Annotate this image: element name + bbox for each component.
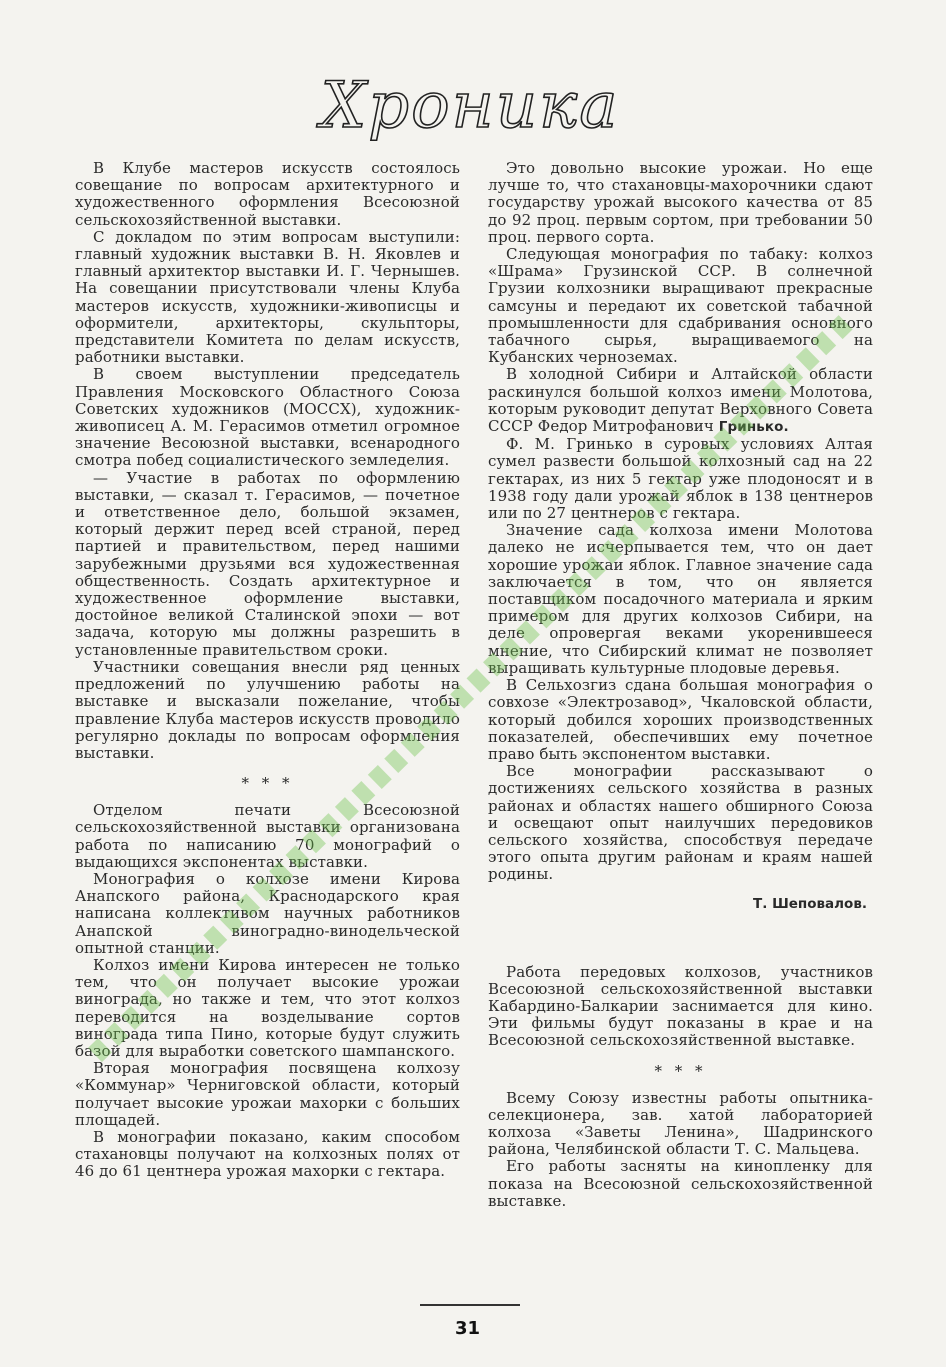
paragraph: В Сельхозгиз сдана большая монография о совхозе «Электрозавод», Чкаловской области, который добился хороших производственных показателей, обеспечивших ему почетное право быть экспонентом выставки. (488, 676, 873, 763)
deputy-name: Гринько. (718, 419, 789, 436)
paragraph: В своем выступлении председатель Правления Московского Областного Союза Советских художников (МОССХ), художник-живописец А. М. Герасимов отметил огромное значение Весоюзной выставки, всенародного смотра побед социалистического земледелия. (75, 365, 460, 470)
paragraph: Вторая монография посвящена колхозу «Коммунар» Черниговской области, который получает высокие урожаи махорки с больших площадей. (75, 1059, 460, 1129)
paragraph: Это довольно высокие урожаи. Но еще лучше то, что стахановцы-махорочники сдают государству урожай высокого качества от 85 до 92 проц. первым сортом, при требовании 50 проц. первого сорта. (488, 159, 873, 246)
paragraph: Его работы засняты на кинопленку для показа на Всесоюзной сельскохозяйственной выставке. (488, 1157, 873, 1210)
section-separator: * * * (654, 1061, 707, 1080)
page-number: 31 (455, 1318, 481, 1339)
paragraph-with-name (488, 366, 873, 436)
paragraph: С докладом по этим вопросам выступили: главный художник выставки В. Н. Яковлев и главный архитектор выставки И. Г. Чернышев. На совещании присутствовали члены Клуба мастеров искусств, художники-живописцы и оформители, архитекторы, скульпторы, представители Комитета по делам искусств, работники выставки. (75, 227, 460, 367)
paragraph: Всему Союзу известны работы опытника-селекционера, зав. хатой лабораторией колхоза «Заветы Ленина», Шадринского района, Челябинской области Т. С. Мальцева. (488, 1088, 873, 1159)
paragraph: Монография о колхозе имени Кирова Анапского района, Краснодарского края написана коллективом научных работников Анапской виноградно-винодельческой опытной станции. (75, 869, 460, 957)
paragraph: Колхоз имени Кирова интересен не только тем, что он получает высокие урожаи винограда, но также и тем, что этот колхоз переводится на возделывание сортов винограда типа Пино, которые будут служить базой для выработки советского шампанского. (75, 955, 460, 1060)
paragraph-text: В холодной Сибири и Алтайской области раскинулся большой колхоз имени Молотова, которым руководит депутат Верховного Совета СССР Федор Митрофанович (488, 365, 873, 436)
paragraph: — Участие в работах по оформлению выставки, — сказал т. Герасимов, — почетное и ответственное дело, большой экзамен, который держит перед всей страной, перед партией и правительством, перед нашими зарубежными друзьями вся художественная общественность. Создать архитектурное и художественное оформление выставки, достойное великой Сталинской эпохи — вот задача, которую мы должны разрешить в установленные правительством сроки. (75, 468, 460, 659)
right-column (488, 160, 873, 1210)
paragraph: Участники совещания внесли ряд ценных предложений по улучшению работы на выставке и высказали пожелание, чтобы правление Клуба мастеров искусств проводило регулярно доклады по вопросам оформления выставки. (75, 657, 460, 762)
title-lettering (305, 55, 635, 155)
paragraph: В Клубе мастеров искусств состоялось совещание по вопросам архитектурного и художественного оформления Всесоюзной сельскохозяйственной выставки. (75, 159, 460, 229)
page-title: Хроника (320, 69, 620, 143)
left-column (75, 160, 460, 1181)
footer-rule (420, 1304, 520, 1306)
paragraph: В монографии показано, каким способом стахановцы получают на колхозных полях от 46 до 61 центнера урожая махорки с гектара. (75, 1127, 460, 1181)
author-signature: Т. Шеповалов. (753, 895, 867, 912)
section-separator: * * * (241, 774, 294, 793)
paragraph: Отделом печати Всесоюзной сельскохозяйственной выставки организована работа по написанию 70 монографий о выдающихся экспонентах выставки. (75, 801, 460, 871)
paragraph: Следующая монография по табаку: колхоз «Шрама» Грузинской ССР. В солнечной Грузии колхозники выращивают прекрасные самсуны и передают их советской табачной промышленности для сдабривания основного табачного сырья, выращиваемого на Кубанских черноземах. (488, 245, 873, 367)
paragraph: Ф. М. Гринько в суровых условиях Алтая сумел развести большой колхозный сад на 22 гектарах, из них 5 гектар уже плодоносят и в 1938 году дали урожай яблок в 138 центнеров или по 27 центнеров с гектара. (488, 435, 873, 523)
paragraph: Работа передовых колхозов, участников Всесоюзной сельскохозяйственной выставки Кабардино-Балкарии заснимается для кино. Эти фильмы будут показаны в крае и на Всесоюзной сельскохозяйственной выставке. (488, 962, 873, 1050)
paragraph: Значение сада колхоза имени Молотова далеко не исчерпывается тем, что он дает хорошие урожаи яблок. Главное значение сада заключается в том, что он является поставщиком посадочного материала и ярким примером для других колхозов Сибири, на деле опровергая веками укоренившееся мнение, что Сибирский климат не позволяет выращивать культурные плодовые деревья. (488, 521, 873, 677)
spacer (488, 912, 873, 964)
paragraph: Все монографии рассказывают о достижениях сельского хозяйства в разных районах и областях нашего обширного Союза и освещают опыт наилучших передовиков сельского хозяйства, способствуя передаче этого опыта другим районам и краям нашей родины. (488, 762, 873, 884)
title-script-svg (305, 55, 635, 155)
